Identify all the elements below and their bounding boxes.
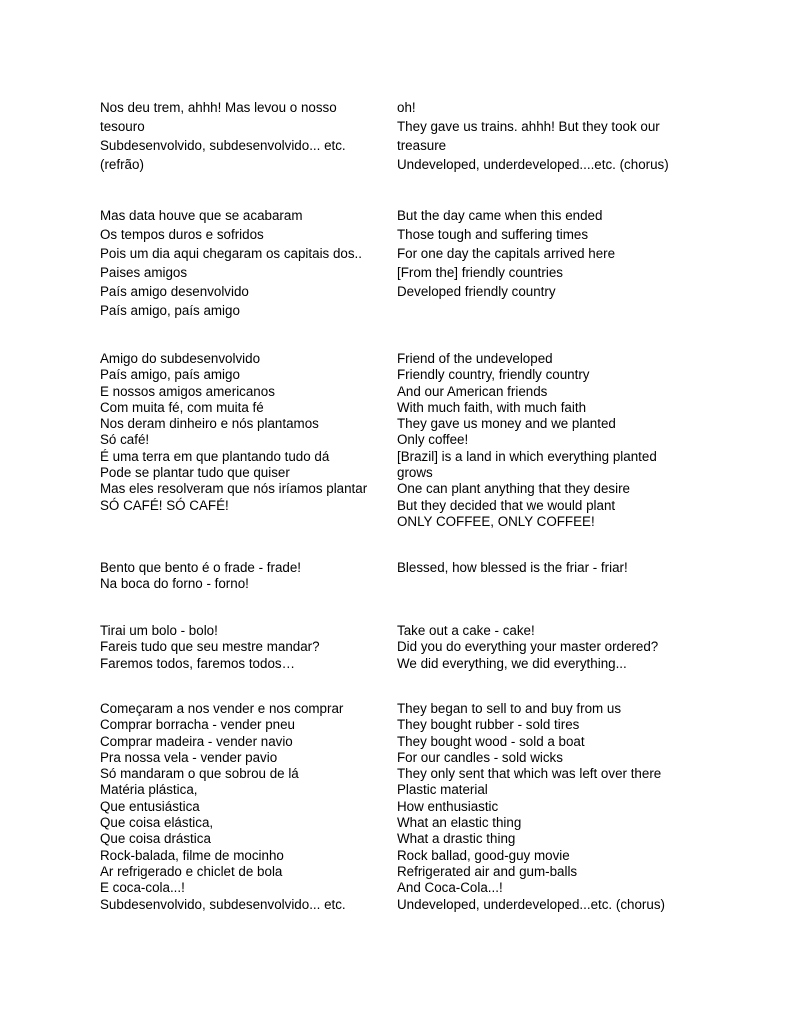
- en-line: Undeveloped, underdeveloped...etc. (chorus): [397, 896, 665, 912]
- en-line: Plastic material: [397, 782, 488, 798]
- pt-line: Os tempos duros e sofridos: [100, 227, 264, 242]
- pt-line: Subdesenvolvido, subdesenvolvido... etc.: [100, 896, 346, 912]
- portuguese-column: [100, 623, 390, 672]
- pt-line: Com muita fé, com muita fé: [100, 399, 264, 415]
- pt-line: Subdesenvolvido, subdesenvolvido... etc.: [100, 138, 346, 153]
- en-line: Rock ballad, good-guy movie: [397, 847, 570, 863]
- pt-line: SÓ CAFÉ! SÓ CAFÉ!: [100, 497, 229, 513]
- pt-line: Amigo do subdesenvolvido: [100, 351, 261, 366]
- en-line: [From the] friendly countries: [397, 265, 563, 280]
- en-line: But they decided that we would plant: [397, 497, 616, 513]
- english-column: [397, 701, 697, 913]
- portuguese-column: [100, 701, 390, 913]
- en-line: One can plant anything that they desire: [397, 481, 631, 497]
- pt-line: Faremos todos, faremos todos…: [100, 655, 295, 671]
- pt-line: Paises amigos: [100, 265, 188, 280]
- portuguese-column: [100, 351, 390, 514]
- en-line: Did you do everything your master ordered?: [397, 639, 659, 655]
- en-line: With much faith, with much faith: [397, 399, 587, 415]
- pt-line: Nos deu trem, ahhh! Mas levou o nosso: [100, 100, 337, 115]
- en-line: They only sent that which was left over there: [397, 766, 662, 782]
- en-line: treasure: [397, 138, 447, 153]
- en-line: grows: [397, 465, 433, 481]
- pt-line: Pode se plantar tudo que quiser: [100, 465, 290, 481]
- pt-line: Rock-balada, filme de mocinho: [100, 847, 284, 863]
- pt-line: Só café!: [100, 432, 150, 448]
- en-line: And Coca-Cola...!: [397, 880, 503, 896]
- pt-line: Nos deram dinheiro e nós plantamos: [100, 416, 319, 432]
- pt-line: País amigo desenvolvido: [100, 284, 249, 299]
- en-line: They began to sell to and buy from us: [397, 701, 622, 716]
- en-line: ONLY COFFEE, ONLY COFFEE!: [397, 513, 595, 529]
- english-column: [397, 98, 697, 174]
- pt-line: Comprar borracha - vender pneu: [100, 717, 296, 733]
- pt-line: Ar refrigerado e chiclet de bola: [100, 863, 283, 879]
- pt-line: E coca-cola...!: [100, 880, 185, 896]
- english-column: [397, 351, 697, 530]
- portuguese-column: [100, 98, 390, 174]
- pt-line: É uma terra em que plantando tudo dá: [100, 448, 330, 464]
- en-line: For one day the capitals arrived here: [397, 246, 616, 261]
- en-line: Undeveloped, underdeveloped....etc. (chorus): [397, 157, 669, 172]
- pt-line: Bento que bento é o frade - frade!: [100, 560, 302, 575]
- en-line: Friendly country, friendly country: [397, 367, 590, 383]
- pt-line: País amigo, país amigo: [100, 303, 240, 318]
- en-line: Only coffee!: [397, 432, 469, 448]
- portuguese-column: [100, 206, 390, 320]
- english-column: [397, 560, 697, 576]
- pt-line: Comprar madeira - vender navio: [100, 733, 293, 749]
- en-line: But the day came when this ended: [397, 208, 603, 223]
- pt-line: E nossos amigos americanos: [100, 383, 275, 399]
- pt-line: Mas eles resolveram que nós iríamos plantar: [100, 481, 368, 497]
- pt-line: tesouro: [100, 119, 145, 134]
- en-line: What an elastic thing: [397, 815, 522, 831]
- pt-line: Matéria plástica,: [100, 782, 198, 798]
- pt-line: País amigo, país amigo: [100, 367, 240, 383]
- en-line: They gave us trains. ahhh! But they took our: [397, 119, 660, 134]
- en-line: And our American friends: [397, 383, 548, 399]
- pt-line: Pois um dia aqui chegaram os capitais dos..: [100, 246, 363, 261]
- en-line: [Brazil] is a land in which everything planted: [397, 448, 657, 464]
- en-line: We did everything, we did everything...: [397, 655, 627, 671]
- en-line: They bought wood - sold a boat: [397, 733, 585, 749]
- portuguese-column: [100, 560, 390, 593]
- pt-line: Na boca do forno - forno!: [100, 576, 249, 592]
- en-line: oh!: [397, 100, 416, 115]
- pt-line: Pra nossa vela - vender pavio: [100, 749, 278, 765]
- en-line: Refrigerated air and gum-balls: [397, 863, 578, 879]
- en-line: Developed friendly country: [397, 284, 556, 299]
- pt-line: (refrão): [100, 157, 144, 172]
- en-line: Blessed, how blessed is the friar - friar!: [397, 560, 628, 575]
- pt-line: Mas data houve que se acabaram: [100, 208, 303, 223]
- en-line: Take out a cake - cake!: [397, 623, 535, 638]
- pt-line: Fareis tudo que seu mestre mandar?: [100, 639, 320, 655]
- english-column: [397, 206, 697, 301]
- en-line: They bought rubber - sold tires: [397, 717, 580, 733]
- en-line: What a drastic thing: [397, 831, 516, 847]
- en-line: How enthusiastic: [397, 798, 499, 814]
- en-line: Those tough and suffering times: [397, 227, 589, 242]
- en-line: They gave us money and we planted: [397, 416, 616, 432]
- pt-line: Só mandaram o que sobrou de lá: [100, 766, 299, 782]
- pt-line: Tirai um bolo - bolo!: [100, 623, 218, 638]
- pt-line: Começaram a nos vender e nos comprar: [100, 701, 344, 716]
- english-column: [397, 623, 697, 672]
- en-line: Friend of the undeveloped: [397, 351, 553, 366]
- pt-line: Que entusiástica: [100, 798, 200, 814]
- pt-line: Que coisa drástica: [100, 831, 211, 847]
- pt-line: Que coisa elástica,: [100, 815, 214, 831]
- en-line: For our candles - sold wicks: [397, 749, 563, 765]
